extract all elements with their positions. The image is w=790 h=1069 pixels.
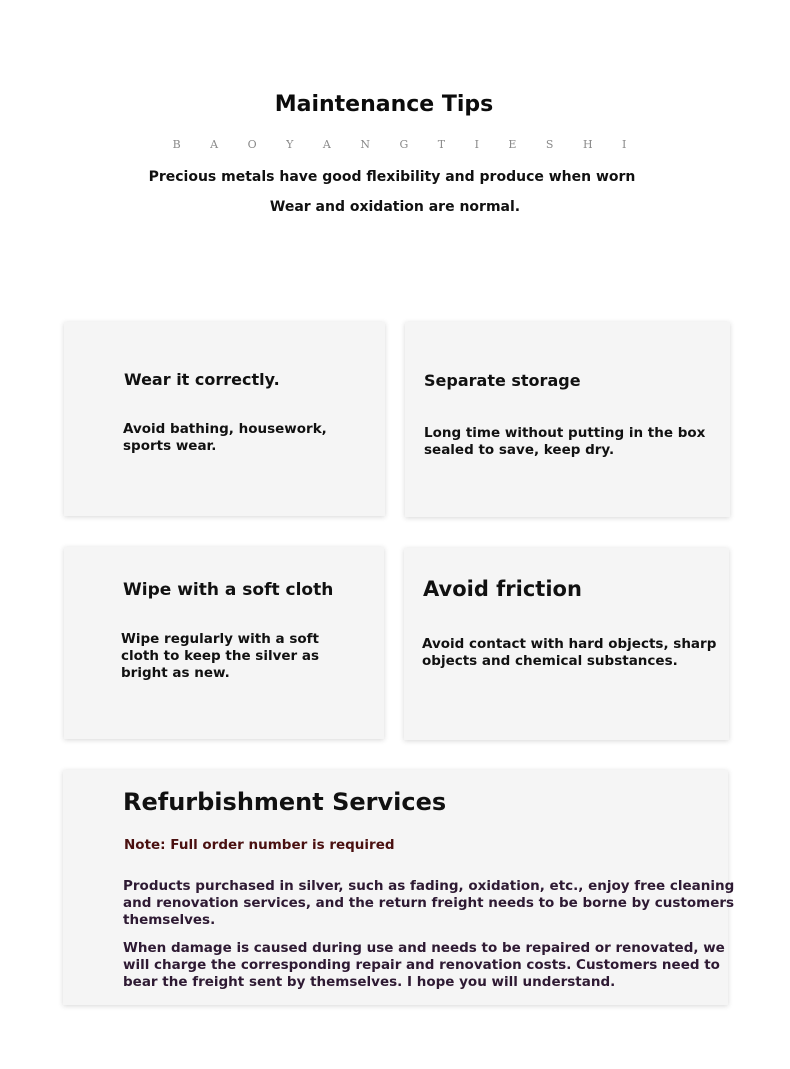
tip-card-body: Long time without putting in the box sealed to save, keep dry. — [424, 425, 706, 458]
refurbishment-paragraph-2: When damage is caused during use and needs to be repaired or renovated, we will charge the corresponding repair and renovation costs. Customers need to bear the freight sent by themselves. I hope you will understand. — [123, 940, 725, 990]
refurbishment-note: Note: Full order number is required — [124, 837, 395, 853]
refurbishment-card — [63, 770, 735, 1005]
tip-card-heading: Wipe with a soft cloth — [123, 580, 334, 600]
intro-line-2: Wear and oxidation are normal. — [269, 199, 521, 215]
intro-line-1: Precious metals have good flexibility and produce when worn — [148, 169, 636, 185]
refurbishment-heading: Refurbishment Services — [123, 788, 447, 816]
tip-card-body: Avoid contact with hard objects, sharp objects and chemical substances. — [422, 636, 717, 669]
tip-card-body: Avoid bathing, housework, sports wear. — [123, 421, 327, 454]
tip-card-heading: Wear it correctly. — [124, 370, 280, 389]
tip-card-separate-storage — [405, 322, 730, 517]
tip-card-heading: Avoid friction — [423, 577, 582, 601]
refurbishment-paragraph-1: Products purchased in silver, such as fading, oxidation, etc., enjoy free cleaning and renovation services, and the return freight needs to be borne by customers themselves. — [123, 878, 735, 928]
tip-card-body: Wipe regularly with a soft cloth to keep the silver as bright as new. — [121, 631, 320, 681]
pinyin-subtitle: B A O Y A N G T I E S H I — [172, 138, 640, 151]
tip-card-avoid-friction — [404, 548, 729, 740]
tip-card-soft-cloth — [64, 547, 384, 739]
tip-card-heading: Separate storage — [424, 371, 581, 390]
tip-card-wear-correctly — [64, 322, 385, 516]
page-title: Maintenance Tips — [274, 92, 494, 117]
